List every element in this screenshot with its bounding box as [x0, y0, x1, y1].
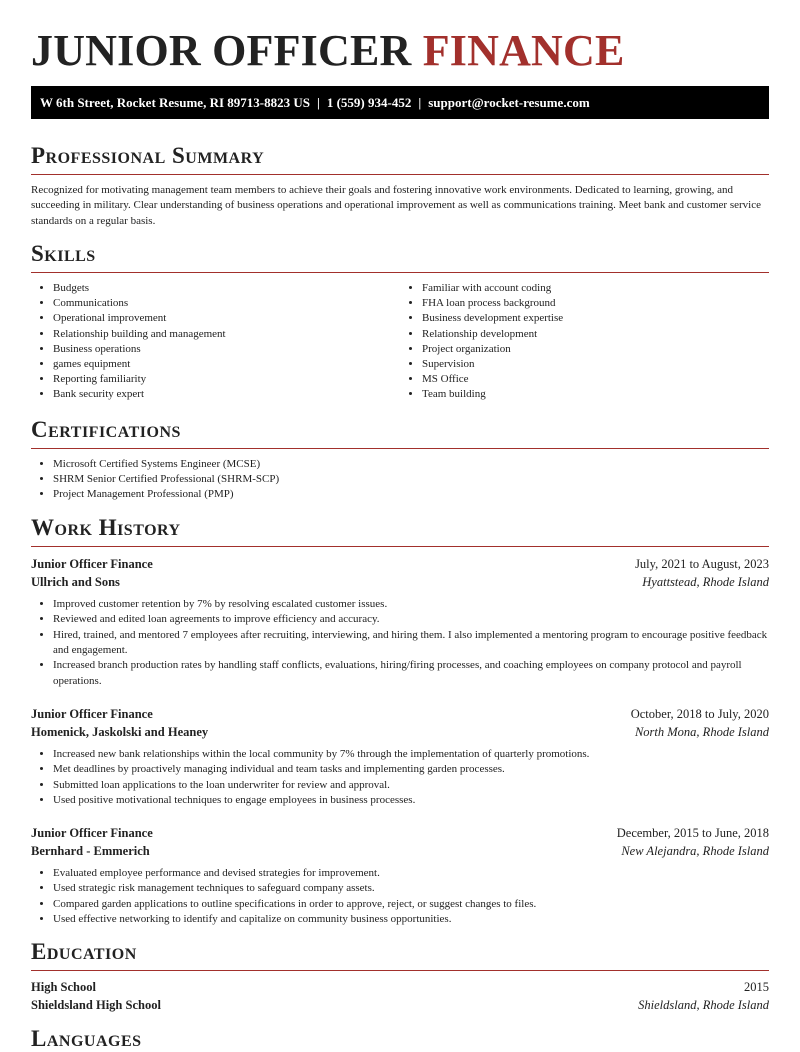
- job-bullets: [31, 597, 769, 689]
- job-bullet: • Increased new bank relationships within the local community by 7% through the implementation of quarterly promotions.: [53, 747, 769, 762]
- job-title: Junior Officer Finance: [31, 557, 153, 572]
- job-dates: December, 2015 to June, 2018: [616, 826, 769, 841]
- section-divider: [31, 272, 769, 273]
- section-divider: [31, 174, 769, 175]
- summary-title: Professional Summary: [31, 143, 265, 168]
- skill-item: • FHA loan process background: [422, 296, 769, 311]
- job-bullet: • Used positive motivational techniques to engage employees in business processes.: [53, 793, 769, 808]
- skill-item: • Communications: [53, 296, 400, 311]
- work-history-title: Work History: [31, 515, 181, 541]
- section-divider: [31, 546, 769, 547]
- certification-item: • Microsoft Certified Systems Engineer (MCSE): [53, 457, 769, 472]
- skill-item: • Business development expertise: [422, 311, 769, 326]
- skill-item: • Relationship development: [422, 327, 769, 342]
- education-degree: High School: [31, 980, 96, 995]
- resume-name-heading: [31, 0, 769, 76]
- education-year: 2015: [744, 980, 769, 995]
- job-bullet: • Hired, trained, and mentored 7 employees after recruiting, interviewing, and hiring them. I also implemented a mentoring program to encourage positive feedback and engagement.: [53, 628, 769, 659]
- job-location: Hyattstead, Rhode Island: [642, 575, 769, 590]
- job-bullet: • Submitted loan applications to the loan underwriter for review and approval.: [53, 778, 769, 793]
- languages-title: Languages: [31, 1026, 142, 1052]
- job-company: Bernhard - Emmerich: [31, 844, 150, 859]
- job-bullet: • Used effective networking to identify and capitalize on community business opportunities.: [53, 912, 769, 927]
- education-entry: [31, 978, 769, 1014]
- job-company-row: [31, 723, 769, 741]
- skill-item: • Relationship building and management: [53, 327, 400, 342]
- job-dates: October, 2018 to July, 2020: [630, 706, 769, 721]
- skills-section: [31, 241, 769, 403]
- job-location: North Mona, Rhode Island: [634, 724, 769, 739]
- certifications-section: [31, 417, 769, 503]
- job-company-row: [31, 842, 769, 860]
- skill-item: • Supervision: [422, 357, 769, 372]
- skills-list-left: [31, 281, 400, 403]
- certification-item: • SHRM Senior Certified Professional (SHRM-SCP): [53, 472, 769, 487]
- contact-separator: |: [418, 95, 422, 110]
- certifications-list: [31, 457, 769, 503]
- job-bullet: • Used strategic risk management techniques to safeguard company assets.: [53, 881, 769, 896]
- skills-title: Skills: [31, 240, 96, 266]
- job-company-row: [31, 573, 769, 591]
- section-divider: [31, 448, 769, 449]
- skills-columns: [31, 281, 769, 403]
- job-company: Ullrich and Sons: [31, 575, 120, 590]
- certification-item: • Project Management Professional (PMP): [53, 487, 769, 502]
- job-header-row: [31, 824, 769, 842]
- skill-item: • games equipment: [53, 357, 400, 372]
- contact-bar: [31, 86, 769, 119]
- job-bullet: • Compared garden applications to outline specifications in order to approve, reject, or suggest changes to files.: [53, 897, 769, 912]
- job-bullets: [31, 866, 769, 927]
- skill-item: • Budgets: [53, 281, 400, 296]
- summary-text: Recognized for motivating management team members to achieve their goals and fostering innovative work environments. Dedicated to learning, growing, and succeeding in military. Clear understanding of business operations and operational improvement as well as communications training. Meet bank and customer service standards on a regular basis.: [31, 184, 761, 227]
- skill-item: • Reporting familiarity: [53, 372, 400, 387]
- job-entry: [31, 824, 769, 927]
- section-divider: [31, 970, 769, 971]
- contact-email: support@rocket-resume.com: [428, 95, 590, 110]
- skill-item: • Team building: [422, 387, 769, 402]
- job-bullet: • Reviewed and edited loan agreements to improve efficiency and accuracy.: [53, 612, 769, 627]
- skill-item: • Project organization: [422, 342, 769, 357]
- job-location: New Alejandra, Rhode Island: [621, 844, 769, 859]
- job-header-row: [31, 705, 769, 723]
- contact-phone: 1 (559) 934-452: [326, 95, 412, 110]
- summary-section: [31, 143, 769, 229]
- name-part-2: FINANCE: [422, 26, 625, 75]
- skill-item: • Operational improvement: [53, 311, 400, 326]
- languages-section: [31, 1026, 769, 1052]
- education-header-row: [31, 978, 769, 996]
- job-header-row: [31, 555, 769, 573]
- job-bullets: [31, 747, 769, 808]
- job-title: Junior Officer Finance: [31, 826, 153, 841]
- education-location: Shieldsland, Rhode Island: [638, 998, 769, 1013]
- skill-item: • MS Office: [422, 372, 769, 387]
- skill-item: • Familiar with account coding: [422, 281, 769, 296]
- education-school: Shieldsland High School: [31, 998, 161, 1013]
- skill-item: • Business operations: [53, 342, 400, 357]
- job-entry: [31, 555, 769, 689]
- job-company: Homenick, Jaskolski and Heaney: [31, 724, 209, 739]
- certifications-title: Certifications: [31, 416, 181, 442]
- job-bullet: • Met deadlines by proactively managing individual and team tasks and implementing garden processes.: [53, 762, 769, 777]
- contact-separator: |: [316, 95, 320, 110]
- job-dates: July, 2021 to August, 2023: [635, 557, 769, 572]
- education-title: Education: [31, 939, 137, 965]
- education-school-row: [31, 996, 769, 1014]
- education-section: [31, 939, 769, 1014]
- skill-item: • Bank security expert: [53, 387, 400, 402]
- job-bullet: • Improved customer retention by 7% by resolving escalated customer issues.: [53, 597, 769, 612]
- skills-list-right: [400, 281, 769, 403]
- name-part-1: JUNIOR OFFICER: [31, 26, 412, 75]
- job-entry: [31, 705, 769, 808]
- job-bullet: • Increased branch production rates by handling staff conflicts, evaluations, hiring/firing processes, and coaching employees on company protocol and payroll operations.: [53, 658, 769, 689]
- job-bullet: • Evaluated employee performance and devised strategies for improvement.: [53, 866, 769, 881]
- job-title: Junior Officer Finance: [31, 706, 153, 721]
- work-history-section: [31, 515, 769, 927]
- contact-address: W 6th Street, Rocket Resume, RI 89713-8823 US: [40, 95, 310, 110]
